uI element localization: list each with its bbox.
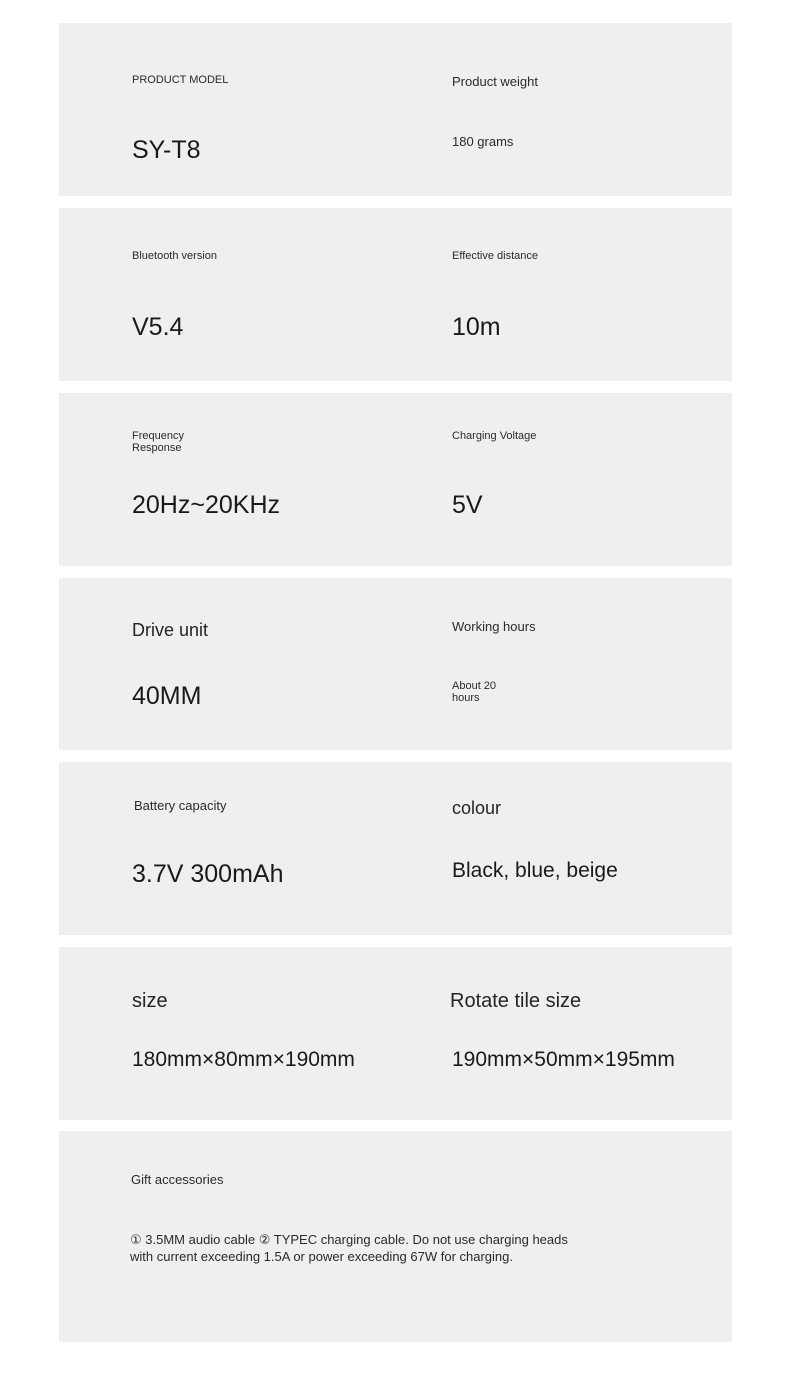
weight-value: 180 grams	[452, 134, 514, 149]
bluetooth-value: V5.4	[132, 313, 184, 341]
colour-label: colour	[452, 798, 502, 818]
voltage-label: Charging Voltage	[452, 430, 537, 442]
drive-value: 40MM	[132, 682, 202, 710]
voltage-value: 5V	[452, 491, 483, 519]
colour-value: Black, blue, beige	[452, 859, 618, 882]
bluetooth-label: Bluetooth version	[132, 250, 217, 262]
spec-card-gift-accessories	[59, 1131, 732, 1342]
frequency-value: 20Hz~20KHz	[132, 491, 280, 519]
spec-card-model-weight	[59, 23, 732, 196]
hours-label: Working hours	[452, 619, 536, 634]
rotate-label: Rotate tile size	[450, 990, 582, 1012]
weight-label: Product weight	[452, 74, 538, 89]
model-value: SY-T8	[132, 136, 201, 164]
drive-label: Drive unit	[132, 620, 209, 640]
battery-value: 3.7V 300mAh	[132, 860, 284, 888]
battery-label: Battery capacity	[134, 798, 227, 813]
size-value: 180mm×80mm×190mm	[132, 1048, 355, 1071]
gift-label: Gift accessories	[131, 1172, 224, 1187]
spec-card-size-rotate	[59, 947, 732, 1120]
spec-card-frequency-voltage	[59, 393, 732, 566]
distance-value: 10m	[452, 313, 501, 341]
distance-label: Effective distance	[452, 250, 539, 262]
gift-value: ① 3.5MM audio cable ② TYPEC charging cable. Do not use charging heads with current exceeding 1.5A or power exceeding 67W for charging.	[130, 1232, 568, 1264]
size-label: size	[132, 990, 168, 1012]
spec-card-drive-hours	[59, 578, 732, 750]
frequency-label: Frequency Response	[132, 430, 184, 454]
spec-card-bluetooth-distance	[59, 208, 732, 381]
model-label: PRODUCT MODEL	[132, 74, 229, 86]
rotate-value: 190mm×50mm×195mm	[452, 1048, 675, 1071]
hours-value: About 20 hours	[452, 680, 497, 704]
spec-card-battery-colour	[59, 762, 732, 935]
